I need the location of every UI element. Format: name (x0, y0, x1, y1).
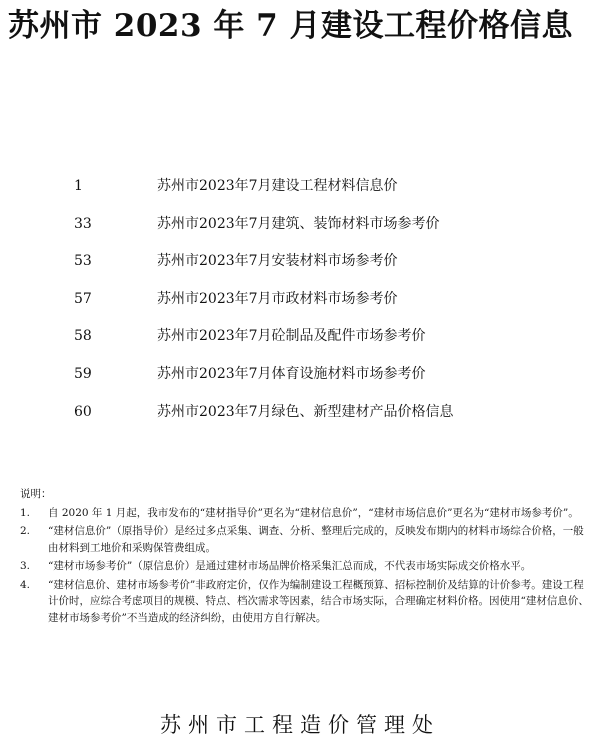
table-of-contents (0, 174, 600, 437)
note-item (20, 577, 590, 627)
note-item (20, 558, 590, 575)
toc-entry-title: 苏州市2023年7月建设工程材料信息价 (157, 178, 398, 194)
toc-entry-title: 苏州市2023年7月建筑、装饰材料市场参考价 (157, 215, 440, 232)
note-item (20, 505, 590, 522)
toc-page-number: 58 (74, 328, 92, 345)
note-item (20, 523, 590, 556)
toc-entry (0, 400, 600, 438)
toc-page-number: 1 (74, 178, 83, 194)
note-text: “建材信息价”（原指导价）是经过多点采集、调查、分析、整理后完成的，反映发布期内的材料市场综合价格，一般由材料到工地价和采购保管费组成。 (48, 525, 584, 554)
toc-entry (0, 287, 600, 325)
notes-heading: 说明： (20, 488, 52, 500)
toc-entry-title: 苏州市2023年7月安装材料市场参考价 (157, 253, 398, 270)
page-title: 苏州市 2023 年 7 月建设工程价格信息 (8, 8, 574, 44)
toc-page-number: 57 (74, 290, 92, 307)
note-number: 2. (20, 525, 31, 537)
toc-entry-title: 苏州市2023年7月市政材料市场参考价 (157, 290, 398, 307)
note-text: “建材市场参考价”（原信息价）是通过建材市场品牌价格采集汇总而成，不代表市场实际成交价格水平。 (48, 560, 532, 572)
toc-entry (0, 212, 600, 250)
toc-page-number: 53 (74, 253, 92, 270)
toc-entry-title: 苏州市2023年7月砼制品及配件市场参考价 (157, 328, 426, 345)
note-text: “建材信息价、建材市场参考价”非政府定价，仅作为编制建设工程概预算、招标控制价及结算的计价参考。建设工程计价时，应综合考虑项目的规模、特点、档次需求等因素，结合市场实际，合理确定材料价格。因使用“建材信息价、建材市场参考价”不当造成的经济纠纷，由使用方自行解决。 (48, 578, 589, 624)
toc-entry (0, 174, 600, 212)
toc-entry-title: 苏州市2023年7月绿色、新型建材产品价格信息 (157, 403, 454, 420)
note-text: 自 2020 年 1 月起，我市发布的“建材指导价”更名为“建材信息价”，“建材市场信息价”更名为“建材市场参考价”。 (48, 506, 579, 519)
toc-entry (0, 362, 600, 400)
notes-section (20, 486, 590, 628)
toc-entry (0, 249, 600, 287)
note-number: 4. (20, 578, 31, 591)
issuing-organization: 苏州市工程造价管理处 (160, 713, 440, 737)
toc-page-number: 33 (74, 215, 92, 232)
toc-entry (0, 324, 600, 362)
toc-entry-title: 苏州市2023年7月体育设施材料市场参考价 (157, 365, 426, 382)
note-number: 1. (20, 506, 31, 519)
note-number: 3. (20, 560, 31, 572)
toc-page-number: 60 (74, 403, 92, 420)
toc-page-number: 59 (74, 365, 92, 382)
